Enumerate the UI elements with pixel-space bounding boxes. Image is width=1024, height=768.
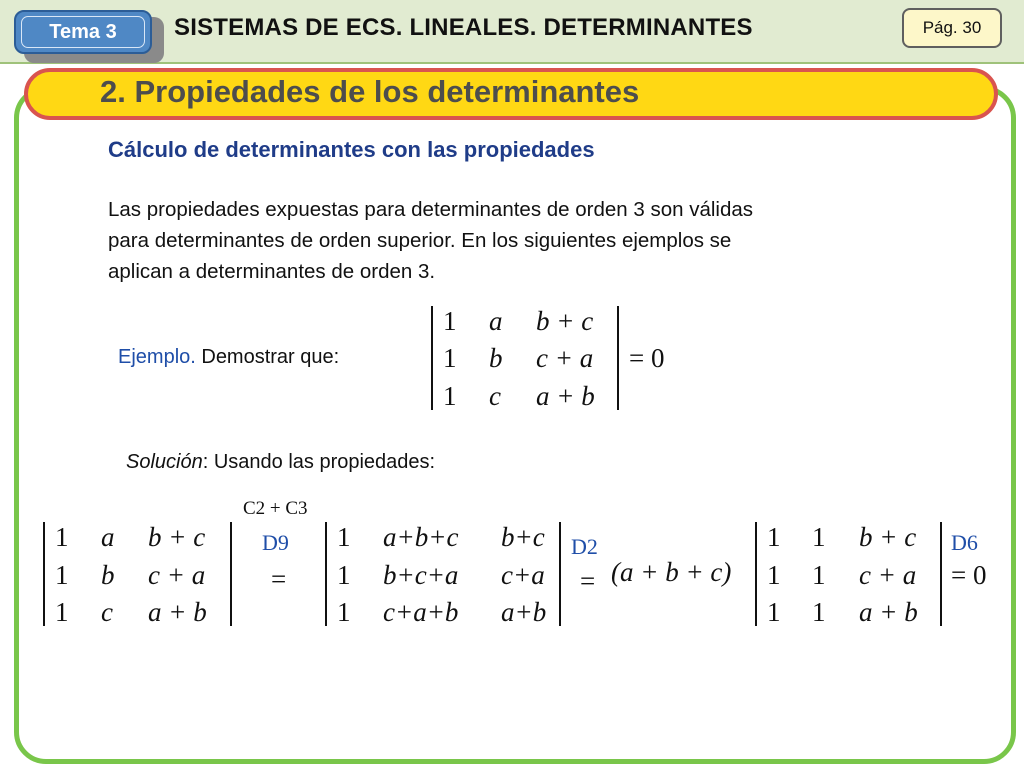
matrix-cell: a+b+c bbox=[383, 522, 459, 552]
matrix-cell: c bbox=[489, 381, 501, 411]
equals-sign: = bbox=[580, 566, 596, 596]
determinant-bar-right bbox=[940, 522, 942, 626]
matrix-cell: 1 bbox=[443, 381, 457, 411]
property-note-d9: D9 bbox=[262, 530, 289, 555]
matrix-cell: 1 bbox=[443, 343, 457, 373]
tema-badge-label: Tema 3 bbox=[21, 16, 145, 48]
matrix-cell: b+c bbox=[501, 522, 545, 552]
content-frame bbox=[14, 86, 1016, 764]
matrix-cell: b + c bbox=[859, 522, 917, 552]
matrix-cell: b+c+a bbox=[383, 560, 459, 590]
determinant-bar-left bbox=[755, 522, 757, 626]
matrix-cell: b bbox=[101, 560, 115, 590]
paragraph-line: para determinantes de orden superior. En los siguientes ejemplos se bbox=[108, 229, 732, 252]
column-operation: C2 + C3 bbox=[243, 498, 308, 519]
matrix-cell: a bbox=[101, 522, 115, 552]
section-title: 2. Propiedades de los determinantes bbox=[100, 74, 640, 109]
matrix-cell: 1 bbox=[55, 597, 69, 627]
matrix-cell: b bbox=[489, 343, 503, 373]
matrix-cell: 1 bbox=[337, 560, 351, 590]
matrix-cell: c+a+b bbox=[383, 597, 459, 627]
matrix-cell: 1 bbox=[812, 522, 826, 552]
matrix-cell: 1 bbox=[55, 522, 69, 552]
example-label bbox=[118, 346, 339, 369]
matrix-cell: a + b bbox=[859, 597, 918, 627]
determinant-bar-left bbox=[431, 306, 433, 410]
property-note-d2: D2 bbox=[571, 534, 598, 559]
matrix-cell: a+b bbox=[501, 597, 547, 627]
common-factor: (a + b + c) bbox=[611, 557, 732, 587]
matrix-cell: 1 bbox=[337, 522, 351, 552]
matrix-cell: 1 bbox=[812, 560, 826, 590]
matrix-cell: c + a bbox=[536, 343, 594, 373]
matrix-cell: c + a bbox=[148, 560, 206, 590]
matrix-cell: a + b bbox=[536, 381, 595, 411]
matrix-cell: 1 bbox=[337, 597, 351, 627]
section-subtitle: Cálculo de determinantes con las propiedades bbox=[108, 137, 595, 162]
determinant-bar-left bbox=[325, 522, 327, 626]
matrix-cell: c+a bbox=[501, 560, 545, 590]
matrix-cell: a + b bbox=[148, 597, 207, 627]
tema-badge[interactable] bbox=[14, 10, 152, 54]
solution-keyword: Solución bbox=[126, 451, 203, 473]
equals-sign: = bbox=[271, 564, 287, 594]
matrix-cell: b + c bbox=[536, 306, 594, 336]
matrix-cell: 1 bbox=[767, 597, 781, 627]
final-equals-zero: = 0 bbox=[951, 560, 987, 590]
matrix-cell: 1 bbox=[812, 597, 826, 627]
solution-instruction: : Usando las propiedades: bbox=[202, 451, 436, 473]
matrix-cell: c bbox=[101, 597, 113, 627]
paragraph-line: aplican a determinantes de orden 3. bbox=[108, 260, 436, 283]
example-instruction: Demostrar que: bbox=[195, 346, 340, 368]
matrix-cell: 1 bbox=[55, 560, 69, 590]
example-equals-zero: = 0 bbox=[629, 343, 665, 373]
intro-paragraph bbox=[108, 194, 988, 287]
determinant-bar-right bbox=[617, 306, 619, 410]
matrix-cell: 1 bbox=[443, 306, 457, 336]
matrix-cell: 1 bbox=[767, 560, 781, 590]
matrix-cell: a bbox=[489, 306, 503, 336]
property-note-d6: D6 bbox=[951, 530, 978, 555]
matrix-cell: b + c bbox=[148, 522, 206, 552]
determinant-bar-right bbox=[230, 522, 232, 626]
determinant-bar-right bbox=[559, 522, 561, 626]
determinant-bar-left bbox=[43, 522, 45, 626]
paragraph-line: Las propiedades expuestas para determinantes de orden 3 son válidas bbox=[108, 198, 754, 221]
matrix-cell: c + a bbox=[859, 560, 917, 590]
matrix-cell: 1 bbox=[767, 522, 781, 552]
example-keyword: Ejemplo. bbox=[118, 346, 196, 368]
page-number-badge: Pág. 30 bbox=[902, 8, 1002, 48]
solution-label bbox=[126, 451, 435, 474]
header-title: SISTEMAS DE ECS. LINEALES. DETERMINANTES bbox=[174, 14, 753, 41]
